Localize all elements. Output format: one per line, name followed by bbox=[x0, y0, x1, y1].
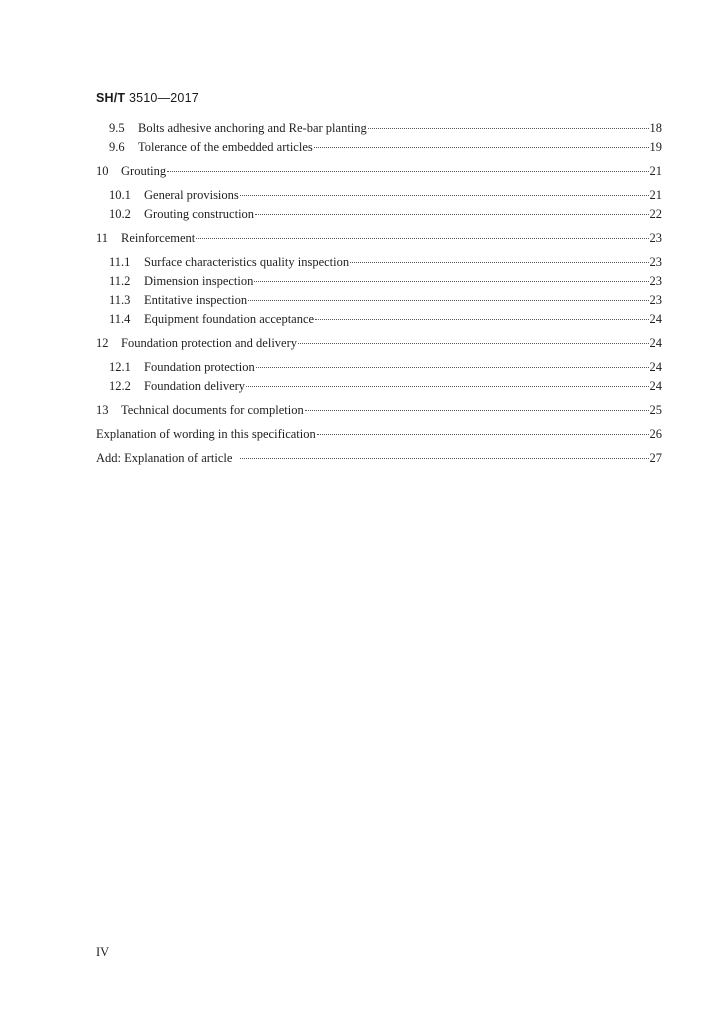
toc-entry-page: 23 bbox=[649, 274, 662, 288]
toc-entry-number: 9.5 bbox=[109, 121, 125, 135]
toc-entry-title: Technical documents for completion bbox=[121, 403, 304, 417]
dot-leader bbox=[315, 319, 648, 320]
toc-entry[interactable] bbox=[0, 379, 724, 397]
dot-leader bbox=[254, 281, 648, 282]
toc-entry-number: 10.2 bbox=[109, 207, 131, 221]
toc-entry-page: 27 bbox=[649, 451, 662, 465]
toc-entry-number: 11.2 bbox=[109, 274, 131, 288]
toc-entry[interactable] bbox=[0, 360, 724, 378]
toc-entry-number: 10.1 bbox=[109, 188, 131, 202]
toc-entry-title: Foundation delivery bbox=[144, 379, 246, 393]
toc-entry[interactable] bbox=[0, 312, 724, 330]
standard-code: SH/T bbox=[96, 91, 126, 105]
dot-leader bbox=[196, 238, 648, 239]
toc-entry[interactable] bbox=[0, 188, 724, 206]
toc-entry-number: 11 bbox=[96, 231, 109, 245]
dot-leader bbox=[248, 300, 648, 301]
dot-leader bbox=[350, 262, 648, 263]
dot-leader bbox=[255, 214, 648, 215]
dot-leader bbox=[240, 195, 649, 196]
toc-entry-page: 21 bbox=[649, 164, 662, 178]
toc-entry-page: 22 bbox=[649, 207, 662, 221]
toc-entry[interactable] bbox=[0, 403, 724, 421]
toc-entry[interactable] bbox=[0, 121, 724, 139]
toc-entry-page: 24 bbox=[649, 379, 662, 393]
toc-entry-title: Explanation of wording in this specification bbox=[96, 427, 316, 441]
toc-entry-title: Foundation protection bbox=[144, 360, 255, 374]
toc-entry-page: 19 bbox=[649, 140, 662, 154]
toc-entry-number: 9.6 bbox=[109, 140, 125, 154]
toc-entry[interactable] bbox=[0, 274, 724, 292]
toc-entry-title: General provisions bbox=[144, 188, 239, 202]
toc-entry[interactable] bbox=[0, 427, 724, 445]
toc-entry-number: 12.1 bbox=[109, 360, 131, 374]
page-folio: IV bbox=[96, 945, 110, 959]
toc-entry-page: 23 bbox=[649, 293, 662, 307]
toc-entry-number: 12.2 bbox=[109, 379, 131, 393]
toc-entry-number: 11.1 bbox=[109, 255, 131, 269]
toc-entry-title: Add: Explanation of article bbox=[96, 451, 233, 465]
toc-entry[interactable] bbox=[0, 207, 724, 225]
toc-entry-title: Surface characteristics quality inspection bbox=[144, 255, 350, 269]
dot-leader bbox=[298, 343, 648, 344]
toc-entry[interactable] bbox=[0, 293, 724, 311]
dot-leader bbox=[246, 386, 648, 387]
toc-entry[interactable] bbox=[0, 231, 724, 249]
toc-entry-page: 23 bbox=[649, 231, 662, 245]
toc-entry[interactable] bbox=[0, 336, 724, 354]
dot-leader bbox=[305, 410, 649, 411]
toc-entry-title: Grouting bbox=[121, 164, 167, 178]
toc-entry-title: Dimension inspection bbox=[144, 274, 254, 288]
toc-entry-number: 11.3 bbox=[109, 293, 131, 307]
toc-entry-title: Reinforcement bbox=[121, 231, 196, 245]
toc-entry-title: Equipment foundation acceptance bbox=[144, 312, 315, 326]
dot-leader bbox=[314, 147, 649, 148]
toc-entry-page: 24 bbox=[649, 336, 662, 350]
toc-entry-page: 25 bbox=[649, 403, 662, 417]
toc-entry-title: Grouting construction bbox=[144, 207, 255, 221]
toc-entry-page: 24 bbox=[649, 360, 662, 374]
toc-entry-number: 13 bbox=[96, 403, 109, 417]
toc-entry[interactable] bbox=[0, 451, 724, 469]
toc-entry-title: Bolts adhesive anchoring and Re-bar planting bbox=[138, 121, 367, 135]
dot-leader bbox=[368, 128, 649, 129]
toc-entry-page: 26 bbox=[649, 427, 662, 441]
toc-entry-page: 24 bbox=[649, 312, 662, 326]
standard-number: 3510—2017 bbox=[128, 91, 199, 105]
toc-entry[interactable] bbox=[0, 140, 724, 158]
toc-entry-number: 11.4 bbox=[109, 312, 131, 326]
dot-leader bbox=[167, 171, 648, 172]
toc-entry-number: 10 bbox=[96, 164, 109, 178]
toc-entry-page: 23 bbox=[649, 255, 662, 269]
toc-entry-number: 12 bbox=[96, 336, 109, 350]
dot-leader bbox=[240, 458, 648, 459]
dot-leader bbox=[317, 434, 649, 435]
toc-entry-title: Entitative inspection bbox=[144, 293, 248, 307]
toc-entry[interactable] bbox=[0, 255, 724, 273]
toc-entry-page: 18 bbox=[649, 121, 662, 135]
toc-entry-title: Tolerance of the embedded articles bbox=[138, 140, 313, 154]
toc-entry-page: 21 bbox=[649, 188, 662, 202]
standard-code-header bbox=[96, 91, 199, 105]
dot-leader bbox=[256, 367, 649, 368]
toc-entry-title: Foundation protection and delivery bbox=[121, 336, 298, 350]
toc-entry[interactable] bbox=[0, 164, 724, 182]
